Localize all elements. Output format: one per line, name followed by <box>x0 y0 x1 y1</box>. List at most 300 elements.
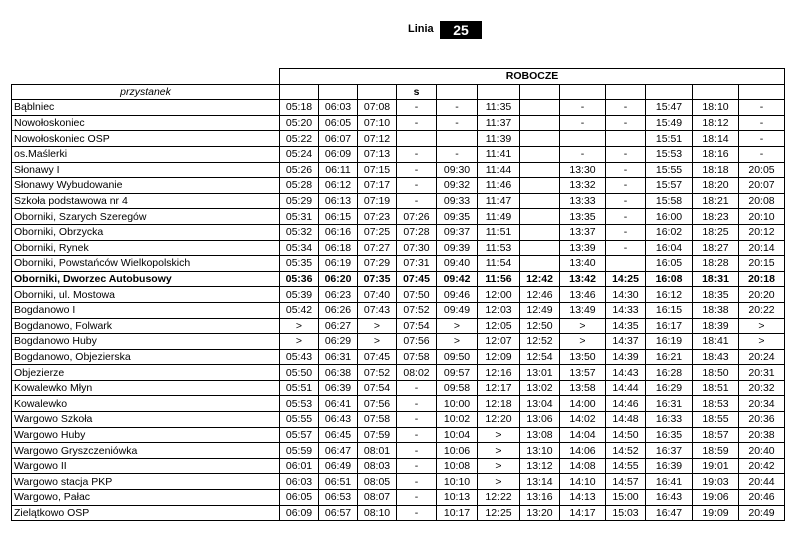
departure-time: 05:42 <box>280 302 319 318</box>
departure-time: 10:13 <box>437 490 478 506</box>
departure-time: 18:55 <box>693 412 739 428</box>
departure-time: > <box>478 458 520 474</box>
timetable-row <box>12 287 785 303</box>
departure-time: 08:03 <box>358 458 397 474</box>
departure-time: 08:07 <box>358 490 397 506</box>
departure-time: - <box>606 100 646 116</box>
departure-time: 18:31 <box>693 271 739 287</box>
departure-time: 19:01 <box>693 458 739 474</box>
departure-time <box>520 162 560 178</box>
departure-time: 18:27 <box>693 240 739 256</box>
departure-time: 05:31 <box>280 209 319 225</box>
departure-time: 18:10 <box>693 100 739 116</box>
departure-time: 05:50 <box>280 365 319 381</box>
timetable-row <box>12 271 785 287</box>
departure-time: 14:13 <box>560 490 606 506</box>
departure-time: 13:16 <box>520 490 560 506</box>
departure-time: 14:33 <box>606 302 646 318</box>
departure-time: 20:44 <box>739 474 785 490</box>
departure-time: 10:08 <box>437 458 478 474</box>
header-blank-cell <box>12 69 280 85</box>
stop-name: Słonawy Wybudowanie <box>12 178 280 194</box>
departure-time: 16:15 <box>646 302 693 318</box>
course-flag-cell <box>739 84 785 100</box>
departure-time: 13:42 <box>560 271 606 287</box>
timetable-row <box>12 115 785 131</box>
departure-time: 18:21 <box>693 193 739 209</box>
departure-time: 05:35 <box>280 256 319 272</box>
stop-name: Nowołoskoniec OSP <box>12 131 280 147</box>
departure-time: 13:30 <box>560 162 606 178</box>
departure-time: 15:00 <box>606 490 646 506</box>
departure-time: 07:23 <box>358 209 397 225</box>
departure-time: 05:43 <box>280 349 319 365</box>
departure-time: 11:37 <box>478 115 520 131</box>
departure-time: 07:31 <box>397 256 437 272</box>
departure-time: - <box>397 193 437 209</box>
stop-name: Kowalewko <box>12 396 280 412</box>
departure-time: 11:47 <box>478 193 520 209</box>
departure-time: 05:57 <box>280 427 319 443</box>
timetable-row <box>12 146 785 162</box>
departure-time: 09:58 <box>437 380 478 396</box>
departure-time <box>437 131 478 147</box>
stop-name: Zielątkowo OSP <box>12 505 280 521</box>
departure-time: 12:09 <box>478 349 520 365</box>
timetable-row <box>12 474 785 490</box>
departure-time: 07:08 <box>358 100 397 116</box>
departure-time: 14:08 <box>560 458 606 474</box>
departure-time: 20:40 <box>739 443 785 459</box>
departure-time: 18:14 <box>693 131 739 147</box>
departure-time: 07:12 <box>358 131 397 147</box>
departure-time: 07:56 <box>397 334 437 350</box>
departure-time: 13:20 <box>520 505 560 521</box>
departure-time: 06:39 <box>319 380 358 396</box>
departure-time: 14:17 <box>560 505 606 521</box>
departure-time: 18:39 <box>693 318 739 334</box>
stop-name: Objezierze <box>12 365 280 381</box>
course-flag-cell <box>319 84 358 100</box>
departure-time: 20:12 <box>739 224 785 240</box>
departure-time: 15:49 <box>646 115 693 131</box>
departure-time: 14:46 <box>606 396 646 412</box>
departure-time: 05:39 <box>280 287 319 303</box>
departure-time: > <box>437 334 478 350</box>
departure-time <box>520 178 560 194</box>
course-flag-cell <box>646 84 693 100</box>
timetable-row <box>12 256 785 272</box>
departure-time: 07:19 <box>358 193 397 209</box>
departure-time: 11:56 <box>478 271 520 287</box>
departure-time: 06:31 <box>319 349 358 365</box>
course-flag-cell <box>520 84 560 100</box>
departure-time <box>520 224 560 240</box>
departure-time: 14:04 <box>560 427 606 443</box>
timetable-row <box>12 209 785 225</box>
departure-time: 08:02 <box>397 365 437 381</box>
departure-time: 06:38 <box>319 365 358 381</box>
departure-time: 10:04 <box>437 427 478 443</box>
departure-time: 09:49 <box>437 302 478 318</box>
departure-time: 09:30 <box>437 162 478 178</box>
departure-time: - <box>437 115 478 131</box>
departure-time: 20:42 <box>739 458 785 474</box>
departure-time: 20:46 <box>739 490 785 506</box>
departure-time: 19:03 <box>693 474 739 490</box>
departure-time: 14:35 <box>606 318 646 334</box>
departure-time: 10:10 <box>437 474 478 490</box>
departure-time: 08:10 <box>358 505 397 521</box>
departure-time: 06:19 <box>319 256 358 272</box>
departure-time: 16:02 <box>646 224 693 240</box>
departure-time: 06:41 <box>319 396 358 412</box>
departure-time: 06:49 <box>319 458 358 474</box>
departure-time: 06:20 <box>319 271 358 287</box>
course-flag-cell <box>560 84 606 100</box>
departure-time: > <box>478 443 520 459</box>
departure-time: 16:17 <box>646 318 693 334</box>
departure-time: 06:45 <box>319 427 358 443</box>
header-row-stops <box>12 84 785 100</box>
departure-time: 13:32 <box>560 178 606 194</box>
departure-time: - <box>397 443 437 459</box>
departure-time: - <box>397 427 437 443</box>
timetable-row <box>12 490 785 506</box>
timetable-row <box>12 427 785 443</box>
departure-time: 09:35 <box>437 209 478 225</box>
departure-time: 11:35 <box>478 100 520 116</box>
stop-name: Wargowo II <box>12 458 280 474</box>
departure-time: 12:16 <box>478 365 520 381</box>
departure-time: 12:42 <box>520 271 560 287</box>
departure-time: 05:32 <box>280 224 319 240</box>
departure-time: 20:05 <box>739 162 785 178</box>
departure-time: 14:25 <box>606 271 646 287</box>
departure-time: - <box>397 490 437 506</box>
departure-time: 05:24 <box>280 146 319 162</box>
departure-time: 16:21 <box>646 349 693 365</box>
departure-time: 18:35 <box>693 287 739 303</box>
departure-time: 18:28 <box>693 256 739 272</box>
departure-time: 20:24 <box>739 349 785 365</box>
stop-name: Bogdanowo I <box>12 302 280 318</box>
departure-time: 18:51 <box>693 380 739 396</box>
departure-time: 05:55 <box>280 412 319 428</box>
departure-time: 13:46 <box>560 287 606 303</box>
departure-time: 07:17 <box>358 178 397 194</box>
departure-time: 09:50 <box>437 349 478 365</box>
departure-time: 16:43 <box>646 490 693 506</box>
stop-name: Wargowo Huby <box>12 427 280 443</box>
departure-time: - <box>606 224 646 240</box>
departure-time: 07:58 <box>358 412 397 428</box>
departure-time: 07:45 <box>397 271 437 287</box>
departure-time: 09:32 <box>437 178 478 194</box>
departure-time <box>397 131 437 147</box>
departure-time: 09:39 <box>437 240 478 256</box>
departure-time: 05:18 <box>280 100 319 116</box>
departure-time <box>606 256 646 272</box>
departure-time: 06:09 <box>280 505 319 521</box>
departure-time: 05:29 <box>280 193 319 209</box>
departure-time: 19:09 <box>693 505 739 521</box>
timetable-row <box>12 505 785 521</box>
departure-time: 16:47 <box>646 505 693 521</box>
course-flag-cell <box>437 84 478 100</box>
departure-time: 07:29 <box>358 256 397 272</box>
departure-time: - <box>560 115 606 131</box>
departure-time: - <box>739 131 785 147</box>
departure-time: 06:07 <box>319 131 358 147</box>
departure-time: 14:44 <box>606 380 646 396</box>
departure-time <box>520 240 560 256</box>
stop-name: Bogdanowo, Objezierska <box>12 349 280 365</box>
departure-time: 13:06 <box>520 412 560 428</box>
departure-time: 06:09 <box>319 146 358 162</box>
timetable-row <box>12 349 785 365</box>
departure-time: 20:15 <box>739 256 785 272</box>
departure-time: > <box>739 318 785 334</box>
departure-time: 06:18 <box>319 240 358 256</box>
departure-time: 10:02 <box>437 412 478 428</box>
departure-time: 06:01 <box>280 458 319 474</box>
departure-time: 16:04 <box>646 240 693 256</box>
departure-time: 11:54 <box>478 256 520 272</box>
departure-time: 13:08 <box>520 427 560 443</box>
departure-time: 08:01 <box>358 443 397 459</box>
departure-time <box>520 146 560 162</box>
timetable-row <box>12 178 785 194</box>
timetable-row <box>12 365 785 381</box>
departure-time: > <box>739 334 785 350</box>
departure-time: 12:18 <box>478 396 520 412</box>
stop-name: Oborniki, Powstańców Wielkopolskich <box>12 256 280 272</box>
departure-time: 20:31 <box>739 365 785 381</box>
departure-time: 13:58 <box>560 380 606 396</box>
departure-time: 18:41 <box>693 334 739 350</box>
departure-time: 10:17 <box>437 505 478 521</box>
departure-time: 20:36 <box>739 412 785 428</box>
departure-time: 09:46 <box>437 287 478 303</box>
departure-time: - <box>397 115 437 131</box>
departure-time: 05:22 <box>280 131 319 147</box>
departure-time: 19:06 <box>693 490 739 506</box>
stop-name: Bąblniec <box>12 100 280 116</box>
departure-time: - <box>397 505 437 521</box>
departure-time: 05:36 <box>280 271 319 287</box>
departure-time: - <box>437 100 478 116</box>
stop-name: Wargowo stacja PKP <box>12 474 280 490</box>
departure-time <box>520 209 560 225</box>
departure-time: 06:16 <box>319 224 358 240</box>
departure-time: 16:37 <box>646 443 693 459</box>
departure-time: 16:33 <box>646 412 693 428</box>
departure-time <box>520 115 560 131</box>
departure-time: 07:54 <box>397 318 437 334</box>
departure-time <box>520 193 560 209</box>
departure-time: - <box>397 412 437 428</box>
departure-time: 05:26 <box>280 162 319 178</box>
departure-time <box>520 100 560 116</box>
departure-time: 13:35 <box>560 209 606 225</box>
departure-time: > <box>560 334 606 350</box>
departure-time: 13:40 <box>560 256 606 272</box>
departure-time: 14:00 <box>560 396 606 412</box>
stop-name: Oborniki, Obrzycka <box>12 224 280 240</box>
departure-time: 11:44 <box>478 162 520 178</box>
departure-time: 13:02 <box>520 380 560 396</box>
timetable-row <box>12 193 785 209</box>
departure-time <box>560 131 606 147</box>
timetable-row <box>12 396 785 412</box>
departure-time: 06:29 <box>319 334 358 350</box>
timetable-row <box>12 131 785 147</box>
departure-time: 20:08 <box>739 193 785 209</box>
departure-time: 14:48 <box>606 412 646 428</box>
departure-time: 09:33 <box>437 193 478 209</box>
timetable-row <box>12 380 785 396</box>
departure-time: > <box>280 318 319 334</box>
departure-time: 07:26 <box>397 209 437 225</box>
departure-time: 13:04 <box>520 396 560 412</box>
departure-time: 12:49 <box>520 302 560 318</box>
departure-time: - <box>606 146 646 162</box>
timetable-row <box>12 100 785 116</box>
departure-time: 12:46 <box>520 287 560 303</box>
departure-time: 14:06 <box>560 443 606 459</box>
departure-time: 07:58 <box>397 349 437 365</box>
departure-time: 20:34 <box>739 396 785 412</box>
course-flag-cell: s <box>397 84 437 100</box>
departure-time: 06:53 <box>319 490 358 506</box>
departure-time: 13:57 <box>560 365 606 381</box>
departure-time: 06:23 <box>319 287 358 303</box>
departure-time: 13:49 <box>560 302 606 318</box>
departure-time: 16:39 <box>646 458 693 474</box>
departure-time: 15:58 <box>646 193 693 209</box>
line-number-badge: 25 <box>440 21 482 39</box>
departure-time: 13:50 <box>560 349 606 365</box>
departure-time: 11:46 <box>478 178 520 194</box>
departure-time: 18:20 <box>693 178 739 194</box>
departure-time: 14:30 <box>606 287 646 303</box>
departure-time: 12:07 <box>478 334 520 350</box>
departure-time: 10:00 <box>437 396 478 412</box>
departure-time: 18:16 <box>693 146 739 162</box>
header-row-group <box>12 69 785 85</box>
departure-time: 16:05 <box>646 256 693 272</box>
departure-time: 10:06 <box>437 443 478 459</box>
departure-time: 07:35 <box>358 271 397 287</box>
departure-time: - <box>560 146 606 162</box>
course-flag-cell <box>606 84 646 100</box>
departure-time: 06:03 <box>319 100 358 116</box>
departure-time: - <box>560 100 606 116</box>
timetable <box>11 68 785 521</box>
timetable-row <box>12 318 785 334</box>
departure-time: 15:53 <box>646 146 693 162</box>
timetable-row <box>12 334 785 350</box>
departure-time: 14:02 <box>560 412 606 428</box>
stop-name: os.Maślerki <box>12 146 280 162</box>
departure-time: 16:12 <box>646 287 693 303</box>
stop-name: Wargowo Szkoła <box>12 412 280 428</box>
stop-name: Nowołoskoniec <box>12 115 280 131</box>
timetable-row <box>12 443 785 459</box>
departure-time: 05:28 <box>280 178 319 194</box>
departure-time: 07:30 <box>397 240 437 256</box>
departure-time: 11:53 <box>478 240 520 256</box>
departure-time: 06:05 <box>280 490 319 506</box>
departure-time: 06:15 <box>319 209 358 225</box>
departure-time <box>520 131 560 147</box>
departure-time: 16:00 <box>646 209 693 225</box>
departure-time: 07:59 <box>358 427 397 443</box>
departure-time: 13:39 <box>560 240 606 256</box>
stop-name: Kowalewko Młyn <box>12 380 280 396</box>
departure-time: 15:51 <box>646 131 693 147</box>
departure-time: 16:29 <box>646 380 693 396</box>
departure-time: 06:03 <box>280 474 319 490</box>
departure-time: 06:47 <box>319 443 358 459</box>
departure-time: 07:56 <box>358 396 397 412</box>
departure-time: - <box>606 209 646 225</box>
departure-time: 13:01 <box>520 365 560 381</box>
departure-time: 12:50 <box>520 318 560 334</box>
departure-time: 07:10 <box>358 115 397 131</box>
stop-name: Szkoła podstawowa nr 4 <box>12 193 280 209</box>
departure-time <box>520 256 560 272</box>
departure-time: 15:57 <box>646 178 693 194</box>
departure-time: - <box>606 115 646 131</box>
departure-time: 18:43 <box>693 349 739 365</box>
departure-time: 07:45 <box>358 349 397 365</box>
departure-time: 07:54 <box>358 380 397 396</box>
departure-time: 14:57 <box>606 474 646 490</box>
departure-time: - <box>606 178 646 194</box>
departure-time: > <box>358 318 397 334</box>
timetable-row <box>12 412 785 428</box>
departure-time: 06:05 <box>319 115 358 131</box>
departure-time: 18:18 <box>693 162 739 178</box>
departure-time: 06:13 <box>319 193 358 209</box>
departure-time: 07:52 <box>358 365 397 381</box>
departure-time: 05:51 <box>280 380 319 396</box>
departure-time: 07:25 <box>358 224 397 240</box>
departure-time: 12:03 <box>478 302 520 318</box>
departure-time: 20:20 <box>739 287 785 303</box>
departure-time: 14:55 <box>606 458 646 474</box>
departure-time: 18:57 <box>693 427 739 443</box>
departure-time: 20:18 <box>739 271 785 287</box>
departure-time: 15:55 <box>646 162 693 178</box>
departure-time: 07:27 <box>358 240 397 256</box>
departure-time: 20:38 <box>739 427 785 443</box>
departure-time: > <box>358 334 397 350</box>
departure-time: 16:41 <box>646 474 693 490</box>
departure-time: 12:54 <box>520 349 560 365</box>
timetable-row <box>12 240 785 256</box>
departure-time: 20:32 <box>739 380 785 396</box>
stop-name: Wargowo Gryszczeniówka <box>12 443 280 459</box>
departure-time: 06:27 <box>319 318 358 334</box>
departure-time: 07:50 <box>397 287 437 303</box>
departure-time: 05:53 <box>280 396 319 412</box>
departure-time: 05:59 <box>280 443 319 459</box>
departure-time: 07:43 <box>358 302 397 318</box>
departure-time: 09:57 <box>437 365 478 381</box>
